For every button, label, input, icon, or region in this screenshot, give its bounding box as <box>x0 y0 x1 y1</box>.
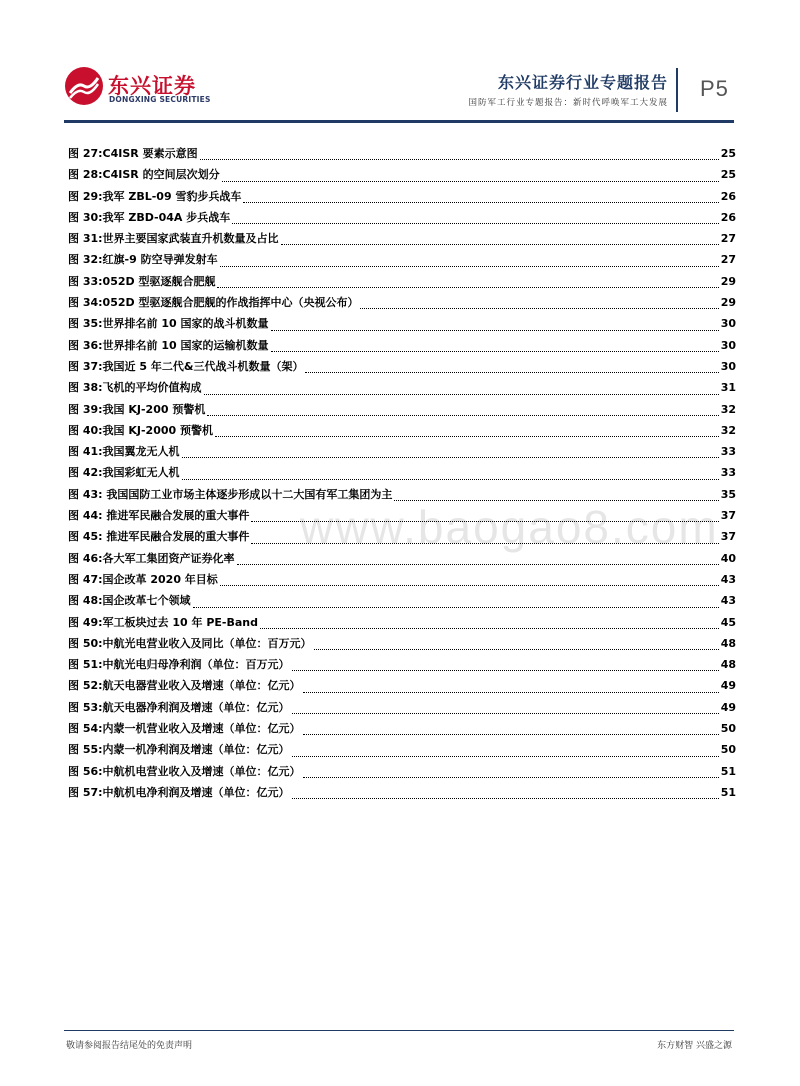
page-number: P5 <box>700 76 729 101</box>
toc-entry-page[interactable]: 27 <box>720 232 736 246</box>
toc-entry[interactable] <box>68 741 736 762</box>
toc-entry-label[interactable]: 图 35:世界排名前 10 国家的战斗机数量 <box>68 317 269 331</box>
toc-leader-dots <box>200 159 719 160</box>
figure-list <box>68 145 736 805</box>
toc-entry-page[interactable]: 25 <box>720 147 736 160</box>
toc-entry-page[interactable]: 49 <box>720 700 736 714</box>
toc-entry[interactable] <box>68 763 736 784</box>
toc-entry-label[interactable]: 图 46:各大军工集团资产证券化率 <box>68 551 235 565</box>
toc-entry-label[interactable]: 图 57:中航机电净利润及增速（单位：亿元） <box>68 785 290 799</box>
toc-leader-dots <box>303 692 719 693</box>
toc-entry-label[interactable]: 图 29:我军 ZBL-09 雪豹步兵战车 <box>68 189 242 203</box>
toc-entry[interactable] <box>68 528 736 549</box>
toc-entry-page[interactable]: 48 <box>720 658 736 672</box>
toc-entry-label[interactable]: 图 50:中航光电营业收入及同比（单位：百万元） <box>68 636 312 650</box>
toc-leader-dots <box>237 564 719 565</box>
toc-entry-page[interactable]: 29 <box>720 274 736 288</box>
toc-entry-page[interactable]: 30 <box>720 317 736 331</box>
toc-entry-label[interactable]: 图 31:世界主要国家武装直升机数量及占比 <box>68 232 279 246</box>
footer-slogan: 东方财智 兴盛之源 <box>657 1041 732 1051</box>
logo-emblem-icon <box>64 66 104 106</box>
toc-leader-dots <box>292 713 719 714</box>
toc-entry[interactable] <box>68 273 736 294</box>
toc-entry-label[interactable]: 图 44: 推进军民融合发展的重大事件 <box>68 509 250 523</box>
toc-entry[interactable] <box>68 720 736 741</box>
toc-entry[interactable] <box>68 550 736 571</box>
toc-leader-dots <box>305 372 718 373</box>
toc-leader-dots <box>281 244 719 245</box>
toc-entry-page[interactable]: 26 <box>720 210 736 224</box>
company-logo <box>64 66 254 108</box>
toc-entry[interactable] <box>68 592 736 613</box>
toc-leader-dots <box>207 415 718 416</box>
toc-entry[interactable] <box>68 656 736 677</box>
toc-leader-dots <box>251 543 718 544</box>
toc-entry-label[interactable]: 图 48:国企改革七个领域 <box>68 594 191 608</box>
toc-entry-page[interactable]: 43 <box>720 572 736 586</box>
toc-entry[interactable] <box>68 230 736 251</box>
toc-entry-page[interactable]: 50 <box>720 743 736 757</box>
toc-entry-page[interactable]: 37 <box>720 509 736 523</box>
toc-entry-page[interactable]: 45 <box>720 615 736 629</box>
toc-entry[interactable] <box>68 635 736 656</box>
toc-entry-label[interactable]: 图 38:飞机的平均价值构成 <box>68 381 202 395</box>
toc-entry-label[interactable]: 图 47:国企改革 2020 年目标 <box>68 572 218 586</box>
toc-entry-label[interactable]: 图 30:我军 ZBD-04A 步兵战车 <box>68 210 231 224</box>
toc-leader-dots <box>182 479 719 480</box>
toc-entry-label[interactable]: 图 56:中航机电营业收入及增速（单位：亿元） <box>68 764 301 778</box>
toc-leader-dots <box>292 756 719 757</box>
toc-leader-dots <box>204 394 719 395</box>
report-title: 东兴证券行业专题报告 <box>497 73 668 92</box>
toc-entry-page[interactable]: 30 <box>720 359 736 373</box>
toc-entry-page[interactable]: 33 <box>720 445 736 459</box>
toc-entry[interactable] <box>68 188 736 209</box>
toc-entry[interactable] <box>68 571 736 592</box>
toc-entry-page[interactable]: 51 <box>720 785 736 799</box>
toc-entry-page[interactable]: 26 <box>720 189 736 203</box>
toc-entry[interactable] <box>68 677 736 698</box>
footer-disclaimer: 敬请参阅报告结尾处的免责声明 <box>66 1041 193 1051</box>
toc-leader-dots <box>232 223 718 224</box>
toc-leader-dots <box>220 266 719 267</box>
toc-entry[interactable] <box>68 507 736 528</box>
toc-leader-dots <box>260 628 719 629</box>
header-divider <box>676 68 678 112</box>
toc-entry-page[interactable]: 27 <box>720 253 736 267</box>
toc-entry[interactable] <box>68 784 736 805</box>
toc-entry-label[interactable]: 图 33:052D 型驱逐舰合肥舰 <box>68 274 216 288</box>
watermark: www.baogao8.com <box>300 501 719 553</box>
toc-leader-dots <box>292 798 719 799</box>
toc-entry-label[interactable]: 图 49:军工板块过去 10 年 PE-Band <box>68 615 258 629</box>
toc-entry[interactable] <box>68 699 736 720</box>
toc-leader-dots <box>303 777 719 778</box>
toc-leader-dots <box>251 521 718 522</box>
toc-entry-label[interactable]: 图 32:红旗-9 防空导弹发射车 <box>68 253 218 267</box>
toc-entry-label[interactable]: 图 34:052D 型驱逐舰合肥舰的作战指挥中心（央视公布） <box>68 296 359 310</box>
toc-entry-label[interactable]: 图 54:内蒙一机营业收入及增速（单位：亿元） <box>68 722 301 736</box>
toc-entry-page[interactable]: 31 <box>720 381 736 395</box>
toc-entry-label[interactable]: 图 51:中航光电归母净利润（单位：百万元） <box>68 658 290 672</box>
logo-text-en: DONGXING SECURITIES <box>109 95 211 104</box>
toc-entry-page[interactable]: 49 <box>720 679 736 693</box>
report-subtitle: 国防军工行业专题报告：新时代呼唤军工大发展 <box>468 98 668 108</box>
toc-entry-page[interactable]: 40 <box>720 551 736 565</box>
toc-entry-label[interactable]: 图 55:内蒙一机净利润及增速（单位：亿元） <box>68 743 290 757</box>
toc-entry-label[interactable]: 图 52:航天电器营业收入及增速（单位：亿元） <box>68 679 301 693</box>
toc-leader-dots <box>222 181 719 182</box>
toc-entry-page[interactable]: 32 <box>720 402 736 416</box>
toc-entry[interactable] <box>68 614 736 635</box>
toc-entry[interactable] <box>68 464 736 485</box>
toc-entry[interactable] <box>68 166 736 187</box>
toc-entry-page[interactable]: 32 <box>720 423 736 437</box>
toc-entry-page[interactable]: 43 <box>720 594 736 608</box>
toc-entry[interactable] <box>68 422 736 443</box>
footer-rule <box>64 1030 734 1031</box>
header-rule <box>64 120 734 123</box>
toc-entry-page[interactable]: 29 <box>720 296 736 310</box>
toc-entry[interactable] <box>68 209 736 230</box>
toc-leader-dots <box>394 500 718 501</box>
toc-entry-label[interactable]: 图 42:我国彩虹无人机 <box>68 466 180 480</box>
toc-entry-page[interactable]: 30 <box>720 338 736 352</box>
logo-text-cn: 东兴证券 <box>108 74 196 98</box>
toc-entry-page[interactable]: 48 <box>720 636 736 650</box>
toc-leader-dots <box>215 436 719 437</box>
toc-entry-page[interactable]: 37 <box>720 530 736 544</box>
toc-entry[interactable] <box>68 337 736 358</box>
toc-entry-page[interactable]: 33 <box>720 466 736 480</box>
toc-entry[interactable] <box>68 486 736 507</box>
toc-entry-label[interactable]: 图 40:我国 KJ-2000 预警机 <box>68 423 213 437</box>
toc-entry-page[interactable]: 35 <box>720 487 736 501</box>
toc-leader-dots <box>271 330 719 331</box>
toc-entry-label[interactable]: 图 39:我国 KJ-200 预警机 <box>68 402 206 416</box>
toc-entry[interactable] <box>68 315 736 336</box>
toc-entry-label[interactable]: 图 37:我国近 5 年二代&三代战斗机数量（架） <box>68 359 304 373</box>
toc-leader-dots <box>193 607 719 608</box>
toc-entry-label[interactable]: 图 45: 推进军民融合发展的重大事件 <box>68 530 250 544</box>
toc-entry-label[interactable]: 图 28:C4ISR 的空间层次划分 <box>68 168 220 182</box>
toc-entry[interactable] <box>68 251 736 272</box>
toc-leader-dots <box>217 287 718 288</box>
toc-leader-dots <box>303 734 719 735</box>
toc-entry-label[interactable]: 图 41:我国翼龙无人机 <box>68 445 180 459</box>
toc-leader-dots <box>182 457 719 458</box>
toc-entry-page[interactable]: 50 <box>720 722 736 736</box>
toc-entry-label[interactable]: 图 36:世界排名前 10 国家的运输机数量 <box>68 338 269 352</box>
toc-entry[interactable] <box>68 145 736 166</box>
toc-leader-dots <box>220 585 719 586</box>
toc-entry-page[interactable]: 25 <box>720 168 736 182</box>
toc-leader-dots <box>243 202 718 203</box>
toc-leader-dots <box>292 670 719 671</box>
toc-leader-dots <box>271 351 719 352</box>
toc-entry[interactable] <box>68 443 736 464</box>
toc-entry[interactable] <box>68 358 736 379</box>
toc-entry[interactable] <box>68 294 736 315</box>
toc-entry-label[interactable]: 图 53:航天电器净利润及增速（单位：亿元） <box>68 700 290 714</box>
toc-leader-dots <box>360 308 718 309</box>
toc-entry-page[interactable]: 51 <box>720 764 736 778</box>
toc-entry-label[interactable]: 图 43: 我国国防工业市场主体逐步形成以十二大国有军工集团为主 <box>68 487 393 501</box>
toc-leader-dots <box>314 649 719 650</box>
toc-entry-label[interactable]: 图 27:C4ISR 要素示意图 <box>68 147 198 160</box>
toc-entry[interactable] <box>68 401 736 422</box>
toc-entry[interactable] <box>68 379 736 400</box>
